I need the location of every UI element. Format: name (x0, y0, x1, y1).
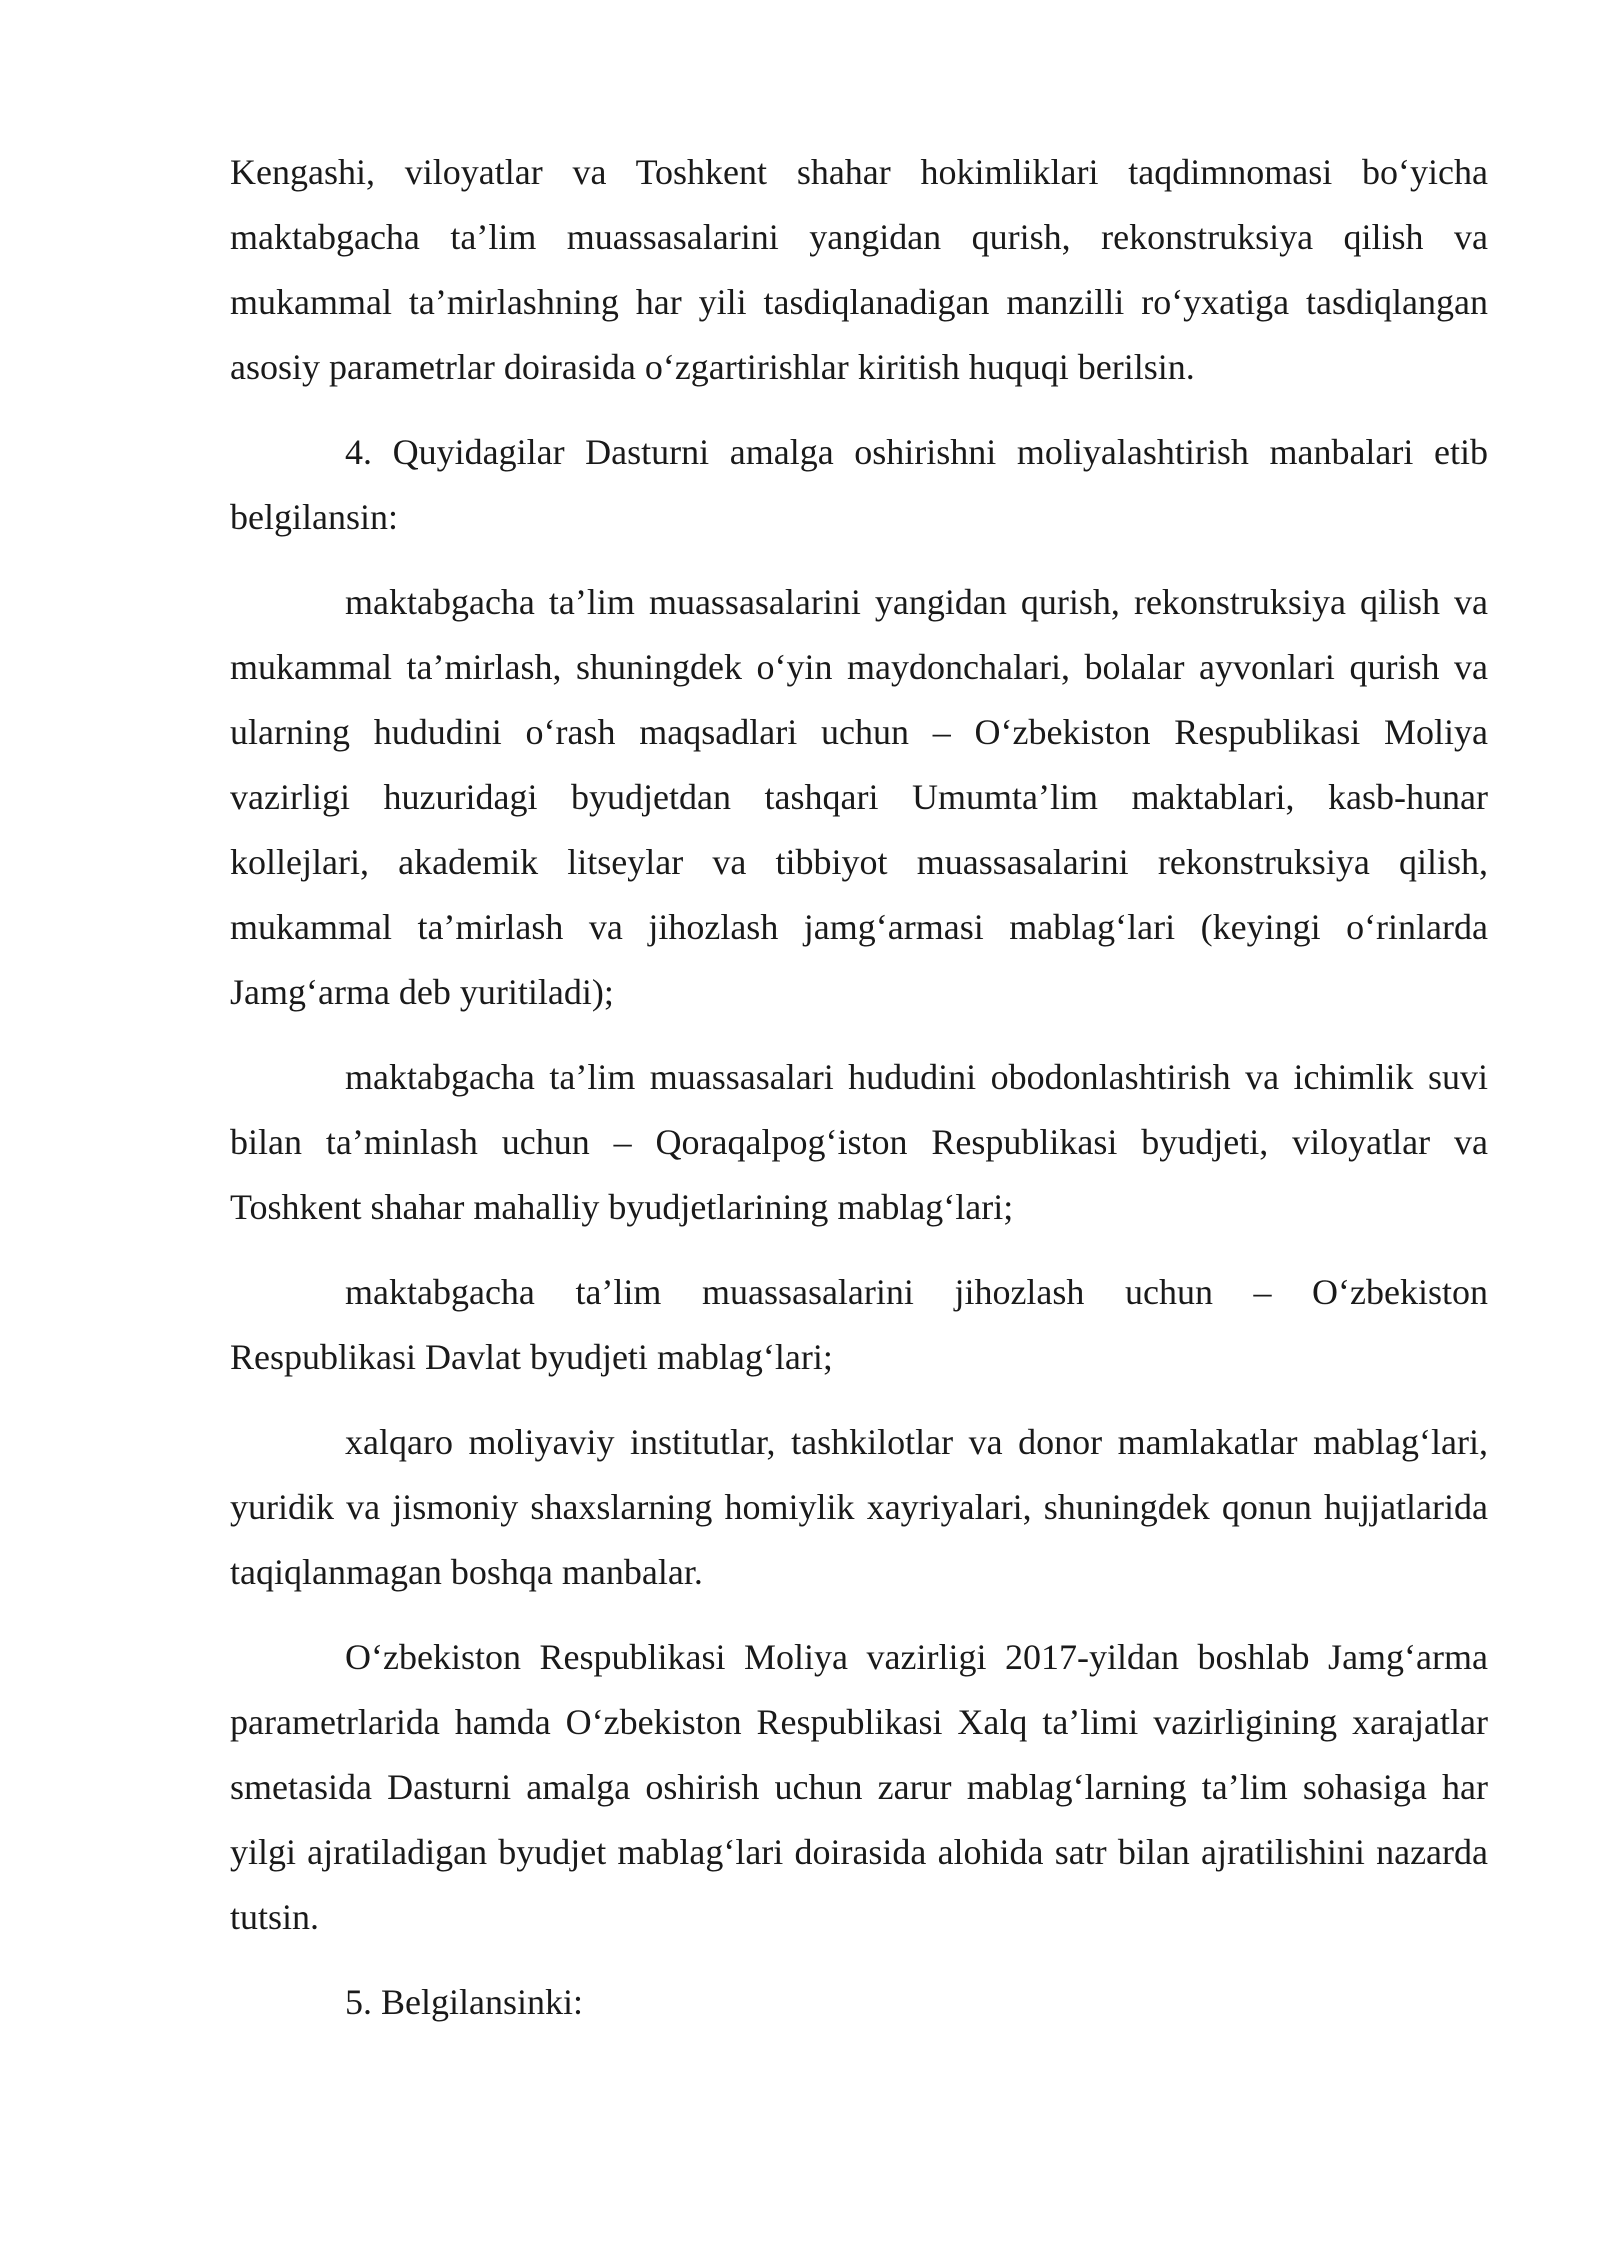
paragraph-equipment-funding: maktabgacha ta’lim muassasalarini jihozlash uchun – O‘zbekiston Respublikasi Davlat byudjeti mablag‘lari; (230, 1272, 1488, 1377)
paragraph-kengashi-continuation: Kengashi, viloyatlar va Toshkent shahar hokimliklari taqdimnomasi bo‘yicha maktabgacha ta’lim muassasalarini yangidan qurish, rekonstruksiya qilish va mukammal ta’mirlashning har yili tasdiqlanadigan manzilli ro‘yxatiga tasdiqlangan asosiy parametrlar doirasida o‘zgartirishlar kiritish huquqi berilsin. (230, 152, 1488, 387)
paragraph-international-funding: xalqaro moliyaviy institutlar, tashkilotlar va donor mamlakatlar mablag‘lari, yuridik va jismoniy shaxslarning homiylik xayriyalari, shuningdek qonun hujjatlarida taqiqlanmagan boshqa manbalar. (230, 1422, 1488, 1592)
paragraph-ministry-of-finance: O‘zbekiston Respublikasi Moliya vazirligi 2017-yildan boshlab Jamg‘arma parametrlarida hamda O‘zbekiston Respublikasi Xalq ta’limi vazirligining xarajatlar smetasida Dasturni amalga oshirish uchun zarur mablag‘larning ta’lim sohasiga har yilgi ajratiladigan byudjet mablag‘lari doirasida alohida satr bilan ajratilishini nazarda tutsin. (230, 1637, 1488, 1937)
paragraph-item-5-heading: 5. Belgilansinki: (345, 1982, 583, 2022)
document-page (230, 140, 1488, 2055)
paragraph-landscaping-funding: maktabgacha ta’lim muassasalari hududini obodonlashtirish va ichimlik suvi bilan ta’minlash uchun – Qoraqalpog‘iston Respublikasi byudjeti, viloyatlar va Toshkent shahar mahalliy byudjetlarining mablag‘lari; (230, 1057, 1488, 1227)
paragraph-item-4-funding-sources: 4. Quyidagilar Dasturni amalga oshirishni moliyalashtirish manbalari etib belgilansin: (230, 432, 1488, 537)
paragraph-construction-funding: maktabgacha ta’lim muassasalarini yangidan qurish, rekonstruksiya qilish va mukammal ta’mirlash, shuningdek o‘yin maydonchalari, bolalar ayvonlari qurish va ularning hududini o‘rash maqsadlari uchun – O‘zbekiston Respublikasi Moliya vazirligi huzuridagi byudjetdan tashqari Umumta’lim maktablari, kasb-hunar kollejlari, akademik litseylar va tibbiyot muassasalarini rekonstruksiya qilish, mukammal ta’mirlash va jihozlash jamg‘armasi mablag‘lari (keyingi o‘rinlarda Jamg‘arma deb yuritiladi); (230, 582, 1488, 1012)
